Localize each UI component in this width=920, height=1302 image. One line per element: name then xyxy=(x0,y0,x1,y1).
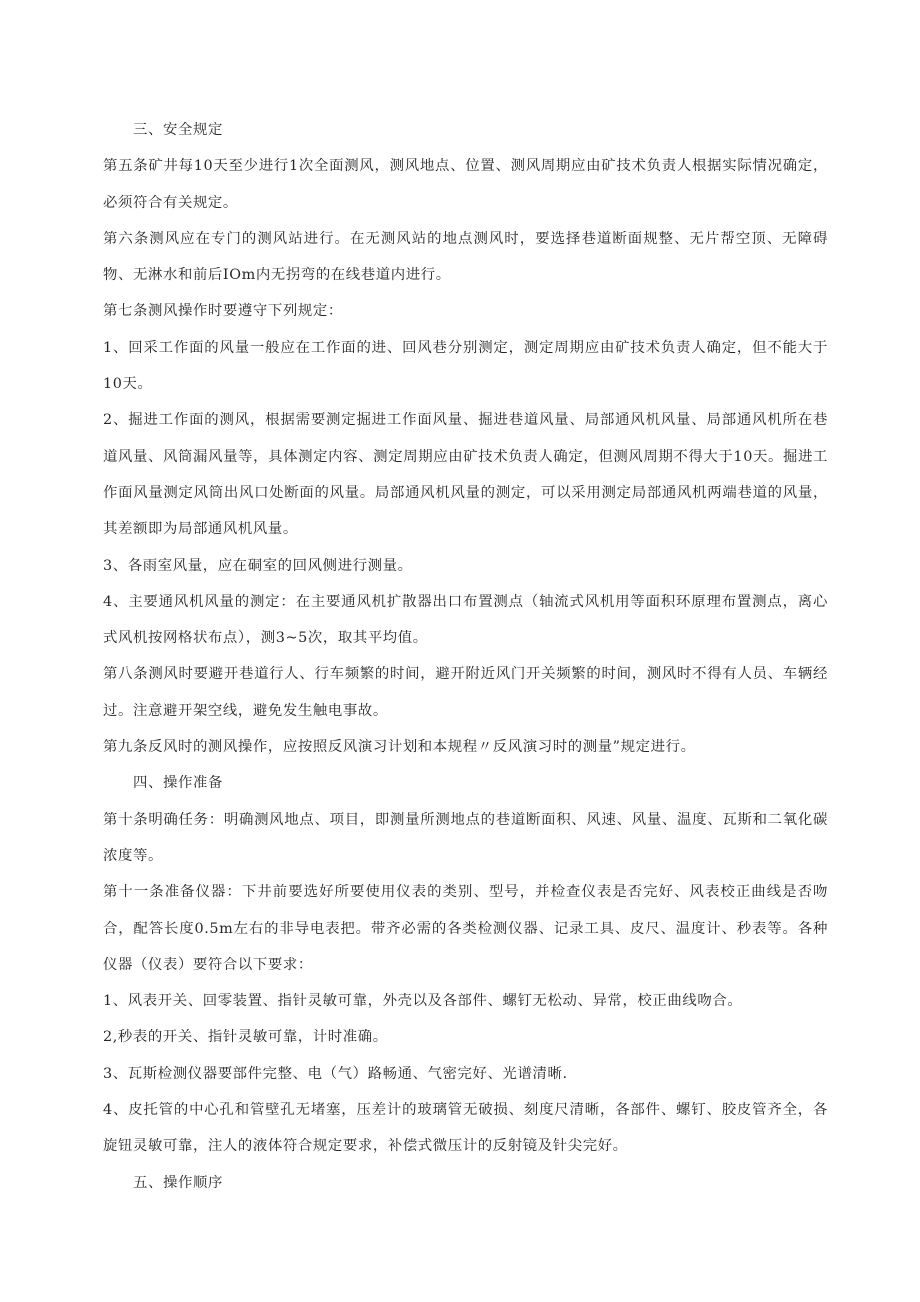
list-item-1-anemometer: 1、风表开关、回零装置、指针灵敏可靠，外壳以及各部件、螺钉无松动、异常，校正曲线吻合。 xyxy=(103,993,743,1010)
list-item-4-pitot-tube: 4、皮托管的中心孔和管壁孔无堵塞，压差计的玻璃管无破损、刻度尺清晰，各部件、螺钉、胶皮管齐全，各旋钮灵敏可靠，注人的液体符合规定要求，补偿式微压计的反射镜及针尖完好。 xyxy=(103,1102,828,1155)
list-item-2-heading-face: 2、掘进工作面的测风，根据需要测定掘进工作面风量、掘进巷道风量、局部通风机风量、局部通风机所在巷道风量、风筒漏风量等，具体测定内容、测定周期应由矿技术负责人确定，但测风周期不得大于10天。掘进工作面风量测定风筒出风口处断面的风量。局部通风机风量的测定，可以采用测定局部通风机两端巷道的风量，其差额即为局部通风机风量。 xyxy=(103,412,828,538)
paragraph-article-7: 第七条测风操作时要遵守下列规定： xyxy=(103,303,343,320)
list-item-3-chamber: 3、各雨室风量，应在硐室的回风侧进行测量。 xyxy=(103,557,413,574)
document-page xyxy=(103,112,828,1201)
list-item-2-stopwatch: 2,秒表的开关、指针灵敏可靠，计时准确。 xyxy=(103,1029,388,1046)
section-heading-preparation: 四、操作准备 xyxy=(133,775,223,792)
paragraph-article-5: 第五条矿井每10天至少进行1次全面测风，测风地点、位置、测风周期应由矿技术负责人根据实际情况确定，必须符合有关规定。 xyxy=(103,158,828,211)
paragraph-article-8: 第八条测风时要避开巷道行人、行车频繁的时间，避开附近风门开关频繁的时间，测风时不得有人员、车辆经过。注意避开架空线，避免发生触电事故。 xyxy=(103,666,828,719)
section-heading-safety: 三、安全规定 xyxy=(133,122,223,138)
paragraph-article-11: 第十一条准备仪器：下井前要选好所要使用仪表的类别、型号，并检查仪表是否完好、风表校正曲线是否吻合，配答长度0.5m左右的非导电表把。带齐必需的各类检测仪器、记录工具、皮尺、温度计、秒表等。各种仪器（仪表）要符合以下要求： xyxy=(103,884,828,973)
list-item-4-main-fan: 4、主要通风机风量的测定：在主要通风机扩散器出口布置测点（轴流式风机用等面积环原理布置测点，离心式风机按网格状布点），测3~5次，取其平均值。 xyxy=(103,593,828,647)
paragraph-article-6: 第六条测风应在专门的测风站进行。在无测风站的地点测风时，要选择巷道断面规整、无片帮空顶、无障碍物、无淋水和前后IOm内无拐弯的在线巷道内进行。 xyxy=(103,230,828,284)
list-item-3-gas-detector: 3、瓦斯检测仪器要部件完整、电（气）路畅通、气密完好、光谱清晰. xyxy=(103,1065,568,1082)
paragraph-article-10: 第十条明确任务：明确测风地点、项目，即测量所测地点的巷道断面积、风速、风量、温度、瓦斯和二氧化碳浓度等。 xyxy=(103,811,828,864)
section-heading-procedure: 五、操作顺序 xyxy=(133,1174,223,1191)
list-item-1-stope-face: 1、回采工作面的风量一般应在工作面的进、回风巷分别测定，测定周期应由矿技术负责人确定，但不能大于10天。 xyxy=(103,339,828,393)
paragraph-article-9: 第九条反风时的测风操作，应按照反风演习计划和本规程〃反风演习时的测量”规定进行。 xyxy=(103,739,696,756)
